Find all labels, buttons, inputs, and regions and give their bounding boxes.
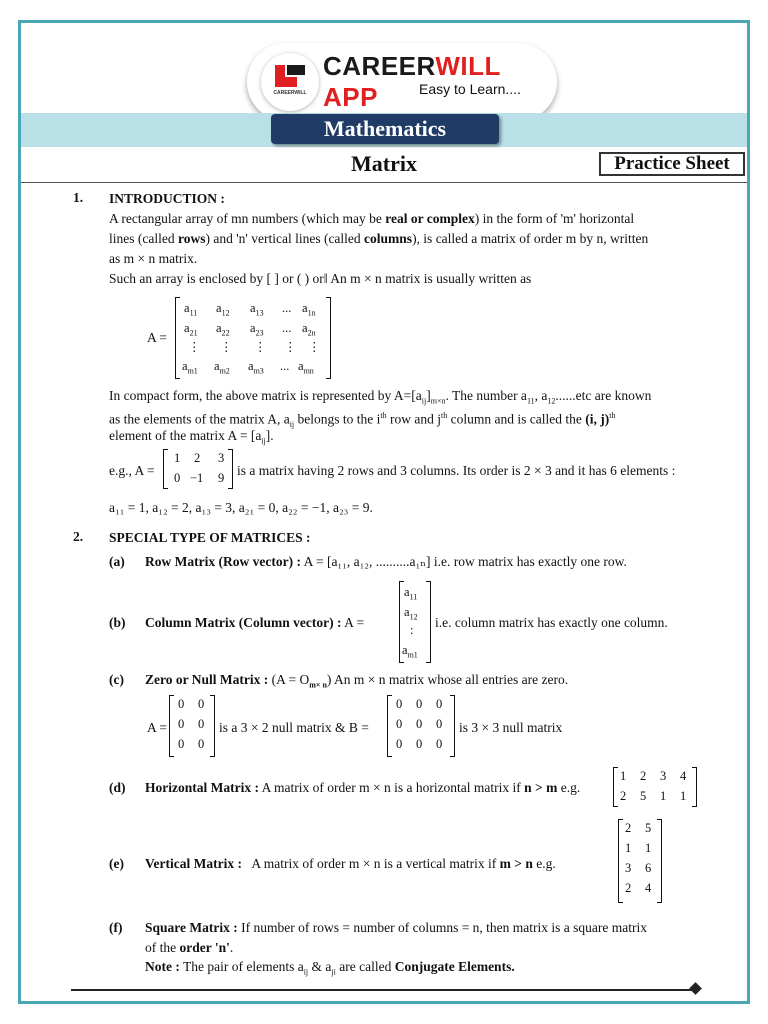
logo-mini-text: CAREERWILL [273,90,307,96]
matrix-cell: 0 [396,737,403,751]
matrix-cell: 5 [645,821,652,835]
matrix-cell: $a_{21}$ [184,321,198,338]
section-number: 1. [73,190,84,205]
sheet-label: Practice Sheet [599,152,745,176]
section-title: INTRODUCTION : [109,191,225,206]
horizontal-matrix-line: Horizontal Matrix : A matrix of order m × n is a horizontal matrix if n > m e.g. [145,780,581,795]
null-matrix-a [169,695,215,757]
matrix-cell: 6 [645,861,652,875]
example-values: a₁₁ = 1, a₁₂ = 2, a₁₃ = 3, a₂₁ = 0, a₂₂ = −1, a₂₃ = 9. [109,500,373,515]
brand-logo [247,43,557,121]
matrix-cell: 0 [436,697,443,711]
matrix-cell: : [410,623,414,637]
matrix-cell: ⋮ [254,340,267,354]
matrix-cell: $a_{1n}$ [302,301,316,318]
matrix-cell: 2 [625,821,632,835]
element-matrix-line: element of the matrix $A = [a_{ij}]$. [109,428,274,446]
item-label: (b) [109,615,126,630]
section-number: 2. [73,529,84,544]
matrix-cell: 3 [625,861,632,875]
matrix-cell: 0 [436,737,443,751]
item-label: (c) [109,672,124,687]
item-label: (a) [109,554,125,569]
null-matrix-line: Zero or Null Matrix : $(A = O_{m\times n})$ An m × n matrix whose all entries are zero. [145,672,569,690]
intro-line-3: as m × n matrix. [109,251,198,266]
square-matrix-line-1: Square Matrix : If number of rows = number of columns = n, then matrix is a square matrix [145,920,648,935]
item-label: (f) [109,920,123,935]
matrix-cell: 0 [396,697,403,711]
matrix-cell: 0 [416,697,423,711]
matrix-cell: 0 [436,717,443,731]
intro-line-4: Such an array is enclosed by [ ] or ( ) or‖ An m × n matrix is usually written as [109,271,532,286]
general-matrix [175,297,331,379]
matrix-cell: $a_{11}$ [404,585,418,602]
matrix-cell: 3 [660,769,667,783]
matrix-a-label: A = [147,330,167,345]
diamond-icon [689,982,702,995]
null-matrix-b [387,695,455,757]
matrix-cell: 0 [416,717,423,731]
matrix-cell: 2 [620,789,627,803]
matrix-cell: ⋮ [308,340,321,354]
element-def-line: as the elements of the matrix A, $a_{ij}$ belongs to the $i^{th}$ row and $j^{th}$ column and is called the (i, j)$^{th}$ [109,411,616,430]
matrix-cell: $a_{m1}$ [182,359,198,376]
example-matrix [163,449,233,489]
matrix-cell: 0 [198,717,205,731]
column-matrix [399,581,431,663]
column-matrix-text: i.e. column matrix has exactly one column. [435,615,668,630]
matrix-cell: 2 [640,769,647,783]
matrix-cell: 0 [198,737,205,751]
matrix-cell: 0 [178,717,185,731]
topic-title: Matrix [351,151,417,176]
matrix-cell: 4 [680,769,687,783]
matrix-cell: 1 [620,769,627,783]
square-matrix-line-2: of the order 'n'. [145,940,234,955]
matrix-cell: 0 [178,737,185,751]
matrix-cell: 1 [645,841,652,855]
matrix-cell: 5 [640,789,647,803]
example-label: e.g., A = [109,463,155,478]
matrix-cell: $a_{12}$ [404,605,418,622]
matrix-cell: 1 [680,789,687,803]
header-divider [21,182,747,183]
item-label: (e) [109,856,124,871]
subject-title: Mathematics [271,114,499,144]
row-matrix-line: Row Matrix (Row vector) : A = [a₁₁, a₁₂, ..........a₁ₙ] i.e. row matrix has exactly one row. [145,554,627,569]
item-label: (d) [109,780,126,795]
footer-rule [71,989,695,991]
note-line: Note : The pair of elements $a_{ij}$ & $a_{ji}$ are called Conjugate Elements. [145,959,515,977]
example-text: is a matrix having 2 rows and 3 columns. Its order is 2 × 3 and it has 6 elements : [237,463,676,478]
matrix-cell: $a_{m3}$ [248,359,264,376]
matrix-cell: 9 [218,471,225,485]
null-end-text: is 3 × 3 null matrix [459,720,563,735]
matrix-cell: ⋮ [220,340,233,354]
brand-tagline: Easy to Learn.... [419,81,521,97]
matrix-cell: $a_{12}$ [216,301,230,318]
vertical-matrix-line: Vertical Matrix : A matrix of order m × n is a vertical matrix if m > n e.g. [145,856,556,871]
compact-form-line: In compact form, the above matrix is represented by $A=[a_{ij}]_{m\times n}$. The number $a_{11}$, $a_{12}......etc$ are known [109,388,652,406]
matrix-cell: $a_{m2}$ [214,359,230,376]
null-a-prefix: A = [147,720,167,735]
matrix-cell: $a_{11}$ [184,301,198,318]
matrix-cell: ... [280,359,290,373]
matrix-cell: ⋮ [188,340,201,354]
matrix-cell: $a_{22}$ [216,321,230,338]
matrix-cell: 0 [198,697,205,711]
column-matrix-line: Column Matrix (Column vector) : A = [145,615,365,630]
matrix-cell: $a_{23}$ [250,321,264,338]
horizontal-matrix [613,767,697,807]
matrix-cell: ... [282,301,292,315]
matrix-cell: $a_{mn}$ [298,359,314,376]
intro-line-2: lines (called rows) and 'n' vertical lines (called columns), is called a matrix of order m by n, written [109,231,649,246]
vertical-matrix [618,819,662,903]
brand-name-left: CAREER [323,51,436,81]
matrix-cell: 0 [178,697,185,711]
matrix-cell: 1 [174,451,181,465]
matrix-cell: ... [282,321,292,335]
brand-name-right: WILL APP [323,51,501,112]
logo-emblem [261,53,319,111]
intro-line-1: A rectangular array of mn numbers (which may be real or complex) in the form of 'm' horizontal [109,211,635,226]
matrix-cell: $a_{m1}$ [402,643,418,660]
matrix-cell: 4 [645,881,652,895]
matrix-cell: 2 [194,451,201,465]
matrix-cell: 0 [396,717,403,731]
matrix-cell: 0 [174,471,181,485]
logo-mark-icon [273,63,307,89]
matrix-cell: −1 [190,471,204,485]
matrix-cell: 1 [660,789,667,803]
matrix-cell: 2 [625,881,632,895]
matrix-cell: 1 [625,841,632,855]
page-frame [18,20,750,1004]
matrix-cell: $a_{2n}$ [302,321,316,338]
section-title: SPECIAL TYPE OF MATRICES : [109,530,311,545]
matrix-cell: 0 [416,737,423,751]
null-mid-text: is a 3 × 2 null matrix & B = [219,720,369,735]
matrix-cell: $a_{13}$ [250,301,264,318]
matrix-cell: ⋮ [284,340,297,354]
matrix-cell: 3 [218,451,225,465]
